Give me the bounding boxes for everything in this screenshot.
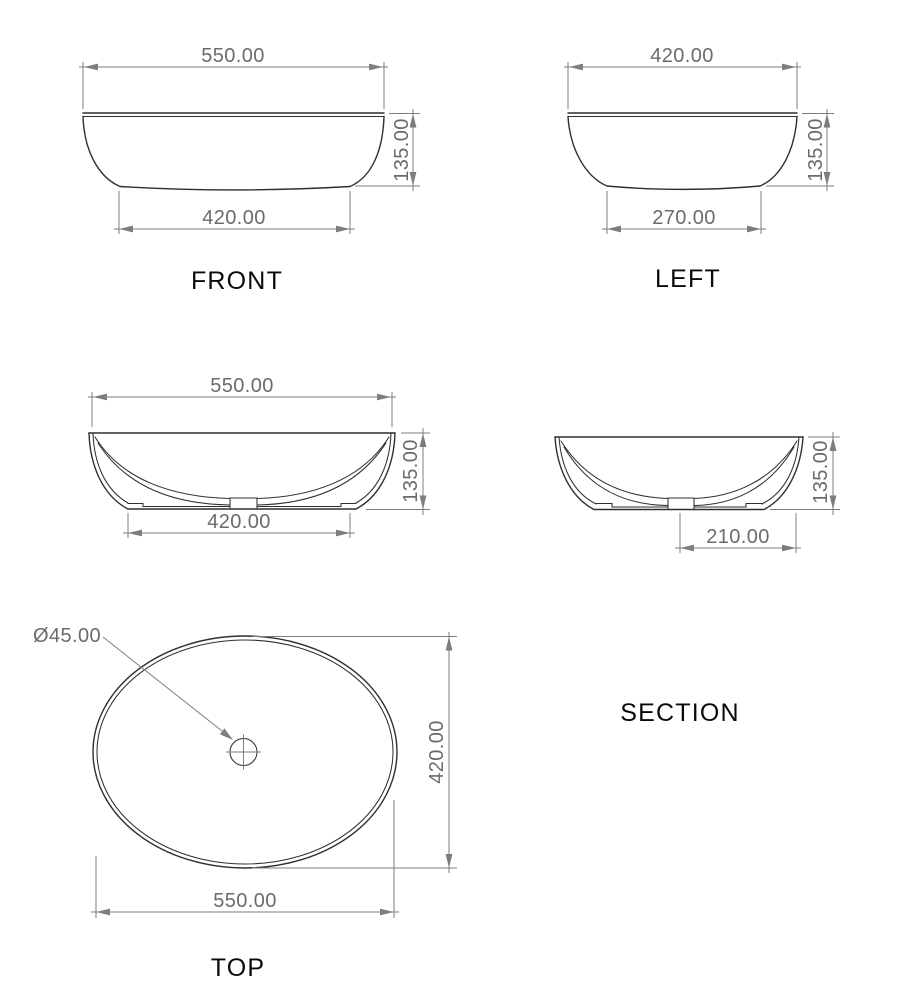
section-long-view <box>88 375 430 538</box>
section-long-dim-height-right <box>366 428 430 515</box>
front-view <box>79 45 420 295</box>
left-view-outline <box>568 113 797 189</box>
top-dim-width-bottom <box>91 800 399 918</box>
front-dim-base-bottom <box>114 191 355 234</box>
left-dim-right-text: 135.00 <box>805 118 827 182</box>
section-long-drain-boss <box>230 498 257 509</box>
section-long-dim-base-bottom <box>123 511 355 538</box>
section-short-dim-height-right <box>770 432 840 515</box>
front-dim-height-right <box>355 109 420 191</box>
left-view-label: LEFT <box>655 265 721 293</box>
section-short-dim-base-bottom <box>675 513 801 553</box>
left-dim-height-right <box>766 109 834 191</box>
section-long-dim-bottom-text: 420.00 <box>207 511 271 533</box>
left-view <box>564 45 834 293</box>
top-dim-right-text: 420.00 <box>426 720 448 784</box>
top-view-outline <box>93 636 397 868</box>
top-view <box>33 625 457 982</box>
section-short-view <box>555 432 840 727</box>
section-short-dim-bottom-text: 210.00 <box>706 526 770 548</box>
front-view-label: FRONT <box>190 267 284 295</box>
front-view-outline <box>83 113 384 190</box>
front-dim-bottom-text: 420.00 <box>202 207 266 229</box>
section-long-dim-width-top <box>88 375 396 427</box>
section-short-dim-right-text: 135.00 <box>810 440 832 504</box>
left-dim-width-top <box>564 45 801 109</box>
left-dim-base-bottom <box>602 191 766 234</box>
top-dim-drain-leader <box>33 625 233 740</box>
top-dim-height-right <box>252 632 457 873</box>
section-short-outline <box>555 437 803 510</box>
section-view-label: SECTION <box>620 699 740 727</box>
left-dim-bottom-text: 270.00 <box>652 207 716 229</box>
top-dim-bottom-text: 550.00 <box>213 890 277 912</box>
section-long-outline <box>89 433 395 509</box>
section-long-dim-top-text: 550.00 <box>210 375 274 397</box>
front-dim-right-text: 135.00 <box>391 118 413 182</box>
left-dim-top-text: 420.00 <box>650 45 714 67</box>
top-dim-drain-text: Ø45.00 <box>32 625 102 647</box>
front-dim-top-text: 550.00 <box>201 45 265 67</box>
section-short-drain-boss <box>668 498 694 510</box>
section-long-dim-right-text: 135.00 <box>400 439 422 503</box>
top-view-label: TOP <box>210 954 266 982</box>
front-dim-width-top <box>79 45 388 109</box>
